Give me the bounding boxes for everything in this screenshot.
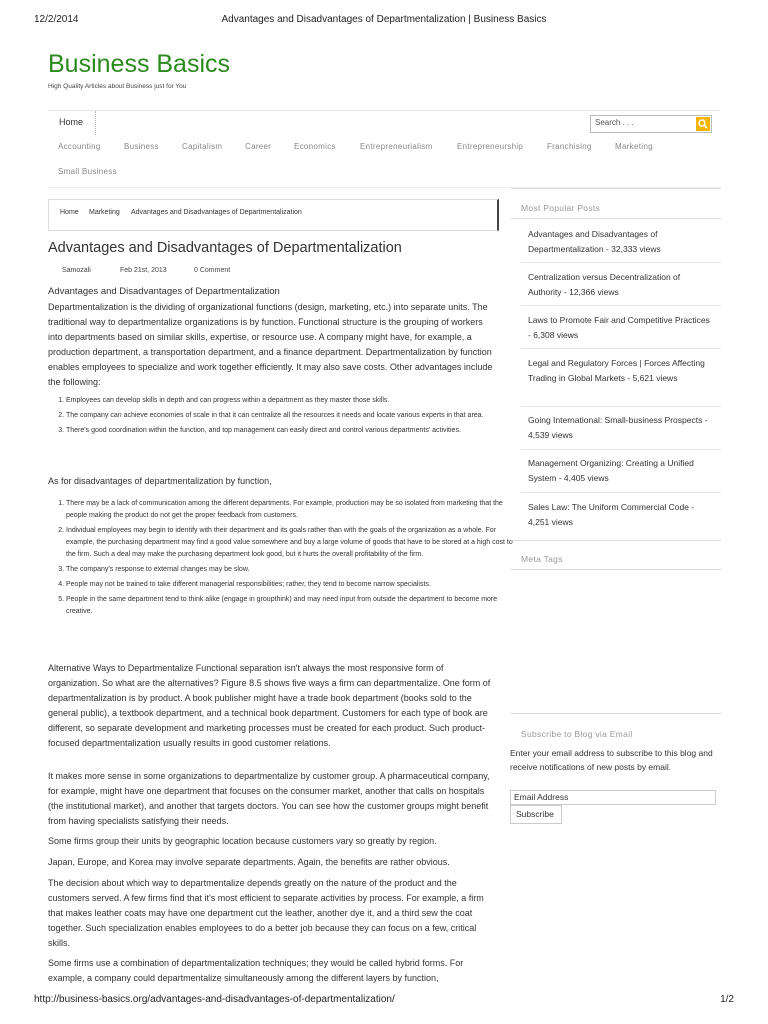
nav-item-marketing[interactable]: Marketing bbox=[615, 142, 653, 151]
post-comments[interactable]: 0 Comment bbox=[194, 267, 231, 274]
paragraph-text: The decision about which way to departmentalize depends greatly on the nature of the product and the customers served. A few firms find that it's most efficient to separate activities by process. For example, a firm that makes leather coats may have one department cut the leather, another dye it, and a third sew the coat together. Such specialization enables employees to do a better job because they can focus on a few, critical skills. bbox=[48, 878, 484, 948]
subscribe-text: Enter your email address to subscribe to this blog and receive notifications of new posts by email. bbox=[510, 748, 713, 772]
nav-item-economics[interactable]: Economics bbox=[294, 142, 336, 151]
sidebar-divider bbox=[511, 569, 721, 570]
list-item: 3. There's good coordination within the function, and top management can easily direct and control various departments' activities. bbox=[66, 425, 514, 437]
popular-post-link[interactable]: Advantages and Disadvantages of Departmentalization - 32,333 views bbox=[528, 229, 661, 254]
popular-divider bbox=[521, 449, 721, 450]
popular-post-link[interactable]: Laws to Promote Fair and Competitive Practices - 6,308 views bbox=[528, 315, 710, 340]
breadcrumb-marketing[interactable]: Marketing bbox=[89, 209, 120, 216]
print-url: http://business-basics.org/advantages-and-disadvantages-of-departmentalization/ bbox=[34, 994, 395, 1005]
post-intro bbox=[48, 300, 496, 390]
paragraph-text: Japan, Europe, and Korea may involve separate departments. Again, the benefits are rather obvious. bbox=[48, 857, 450, 867]
breadcrumb-home[interactable]: Home bbox=[60, 209, 79, 216]
nav-item-career[interactable]: Career bbox=[245, 142, 272, 151]
subscribe-button-label: Subscribe bbox=[516, 809, 554, 819]
subscribe-heading: Subscribe to Blog via Email bbox=[521, 729, 633, 739]
print-page-number: 1/2 bbox=[720, 994, 734, 1005]
search-button[interactable] bbox=[696, 117, 710, 131]
disadvantages-intro-text: As for disadvantages of departmentalization by function, bbox=[48, 476, 272, 486]
nav-home[interactable]: Home bbox=[59, 117, 84, 127]
list-item: 2. The company can achieve economies of scale in that it can centralize all the resources it needs and locate various experts in that area. bbox=[66, 410, 514, 422]
nav-item-entrepreneurialism[interactable]: Entrepreneurialism bbox=[360, 142, 433, 151]
breadcrumb bbox=[48, 199, 499, 231]
paragraph-japan bbox=[48, 855, 496, 870]
paragraph-customer bbox=[48, 769, 496, 829]
search-input[interactable] bbox=[590, 115, 712, 133]
list-item: 1. Employees can develop skills in depth and can progress within a department as they master those skills. bbox=[66, 395, 514, 407]
popular-post-link[interactable]: Management Organizing: Creating a Unified System - 4,405 views bbox=[528, 458, 694, 483]
email-placeholder: Email Address bbox=[514, 792, 569, 802]
popular-post-link[interactable]: Centralization versus Decentralization of Authority - 12,366 views bbox=[528, 272, 681, 297]
nav-item-accounting[interactable]: Accounting bbox=[58, 142, 101, 151]
magnifier-icon bbox=[696, 117, 710, 131]
list-item: 4. People may not be trained to take different managerial responsibilities; rather, they tend to become narrow specialists. bbox=[66, 579, 514, 591]
intro-paragraph: Departmentalization is the dividing of organizational functions (design, marketing, etc.) into separate units. The traditional way to departmentalize organizations is by function. Functional structure is the grouping of workers into departments based on similar skills, expertise, or resource use. A company might have, for example, a production department, a transportation department, and a finance department. Departmentalization by function enables employees to specialize and work together efficiently. It may also save costs. Other advantages include the following: bbox=[48, 302, 493, 387]
post-author[interactable]: Samozali bbox=[62, 267, 91, 274]
sidebar-divider bbox=[511, 218, 721, 219]
paragraph-text: Some firms group their units by geographic location because customers vary so greatly by region. bbox=[48, 836, 437, 846]
nav-item-entrepreneurship[interactable]: Entrepreneurship bbox=[457, 142, 524, 151]
subscribe-button[interactable] bbox=[510, 805, 562, 824]
nav-item-business[interactable]: Business bbox=[124, 142, 159, 151]
meta-tags-heading: Meta Tags bbox=[521, 554, 563, 564]
post-subtitle: Advantages and Disadvantages of Departmentalization bbox=[48, 286, 280, 297]
sidebar-divider bbox=[511, 540, 721, 541]
main-nav bbox=[48, 110, 720, 188]
print-date: 12/2/2014 bbox=[34, 14, 79, 25]
popular-post-link[interactable]: Legal and Regulatory Forces | Forces Affecting Trading in Global Markets - 5,621 views bbox=[528, 358, 705, 383]
print-title: Advantages and Disadvantages of Departmentalization | Business Basics bbox=[221, 14, 547, 25]
paragraph-text: It makes more sense in some organizations to departmentalize by customer group. A pharmaceutical company, for example, might have one department that focuses on the consumer market, another that calls on hospitals (the institutional market), and another that targets doctors. You can see how the customer groups might benefit from having specialists satisfying their needs. bbox=[48, 771, 490, 826]
site-tagline: High Quality Articles about Business just for You bbox=[48, 83, 187, 90]
popular-post-link[interactable]: Sales Law: The Uniform Commercial Code - 4,251 views bbox=[528, 502, 695, 527]
nav-item-small-business[interactable]: Small Business bbox=[58, 167, 117, 176]
paragraph-text: Some firms use a combination of departmentalization techniques; they would be called hybrid forms. For example, a company could departmentalize simultaneously among the different layers by function, bbox=[48, 958, 464, 983]
popular-posts-heading: Most Popular Posts bbox=[521, 203, 601, 213]
sidebar-divider bbox=[511, 713, 721, 714]
popular-divider bbox=[521, 406, 721, 407]
disadvantages-intro bbox=[48, 474, 496, 489]
list-item: 5. People in the same department tend to think alike (engage in groupthink) and may need input from outside the department to become more creative. bbox=[66, 594, 514, 618]
paragraph-hybrid bbox=[48, 956, 496, 986]
nav-item-capitalism[interactable]: Capitalism bbox=[182, 142, 223, 151]
paragraph-alternative bbox=[48, 661, 496, 751]
nav-item-franchising[interactable]: Franchising bbox=[547, 142, 592, 151]
list-item: 3. The company's response to external changes may be slow. bbox=[66, 564, 514, 576]
advantages-list bbox=[48, 395, 514, 440]
disadvantages-list bbox=[48, 498, 514, 621]
nav-divider bbox=[95, 111, 96, 135]
list-item: 2. Individual employees may begin to identify with their department and its goals rather than with the goals of the organization as a whole. For example, the purchasing department may find a good value somewhere and buy a large volume of goods that have to be stored at a high cost to the firm. Such a deal may make the purchasing department look good, but it hurts the overall profitability of the firm. bbox=[66, 525, 514, 561]
post-date: Feb 21st, 2013 bbox=[120, 267, 167, 274]
popular-divider bbox=[521, 305, 721, 306]
email-field[interactable] bbox=[510, 790, 716, 805]
breadcrumb-current: Advantages and Disadvantages of Departmentalization bbox=[131, 209, 302, 216]
paragraph-decision bbox=[48, 876, 496, 951]
paragraph-text: Alternative Ways to Departmentalize Functional separation isn't always the most responsive form of organization. So what are the alternatives? Figure 8.5 shows five ways a firm can departmentalize. One form of departmentalization is by product. A book publisher might have a trade book department (books sold to the general public), a textbook department, and a technical book department. Customers for each type of book are different, so separate development and marketing processes must be created for each product. Such product-focused departmentalization usually results in good customer relations. bbox=[48, 663, 491, 748]
site-title[interactable]: Business Basics bbox=[48, 50, 231, 78]
popular-post-link[interactable]: Going International: Small-business Prospects - 4,539 views bbox=[528, 415, 708, 440]
post-title: Advantages and Disadvantages of Departmentalization bbox=[48, 240, 402, 256]
list-item: 1. There may be a lack of communication among the different departments. For example, production may be so isolated from marketing that the people making the product do not get the proper feedback from customers. bbox=[66, 498, 514, 522]
popular-divider bbox=[521, 262, 721, 263]
search-placeholder: Search . . . bbox=[595, 118, 634, 127]
sidebar-divider bbox=[511, 188, 721, 189]
popular-divider bbox=[521, 348, 721, 349]
popular-divider bbox=[521, 492, 721, 493]
paragraph-geo bbox=[48, 834, 496, 849]
